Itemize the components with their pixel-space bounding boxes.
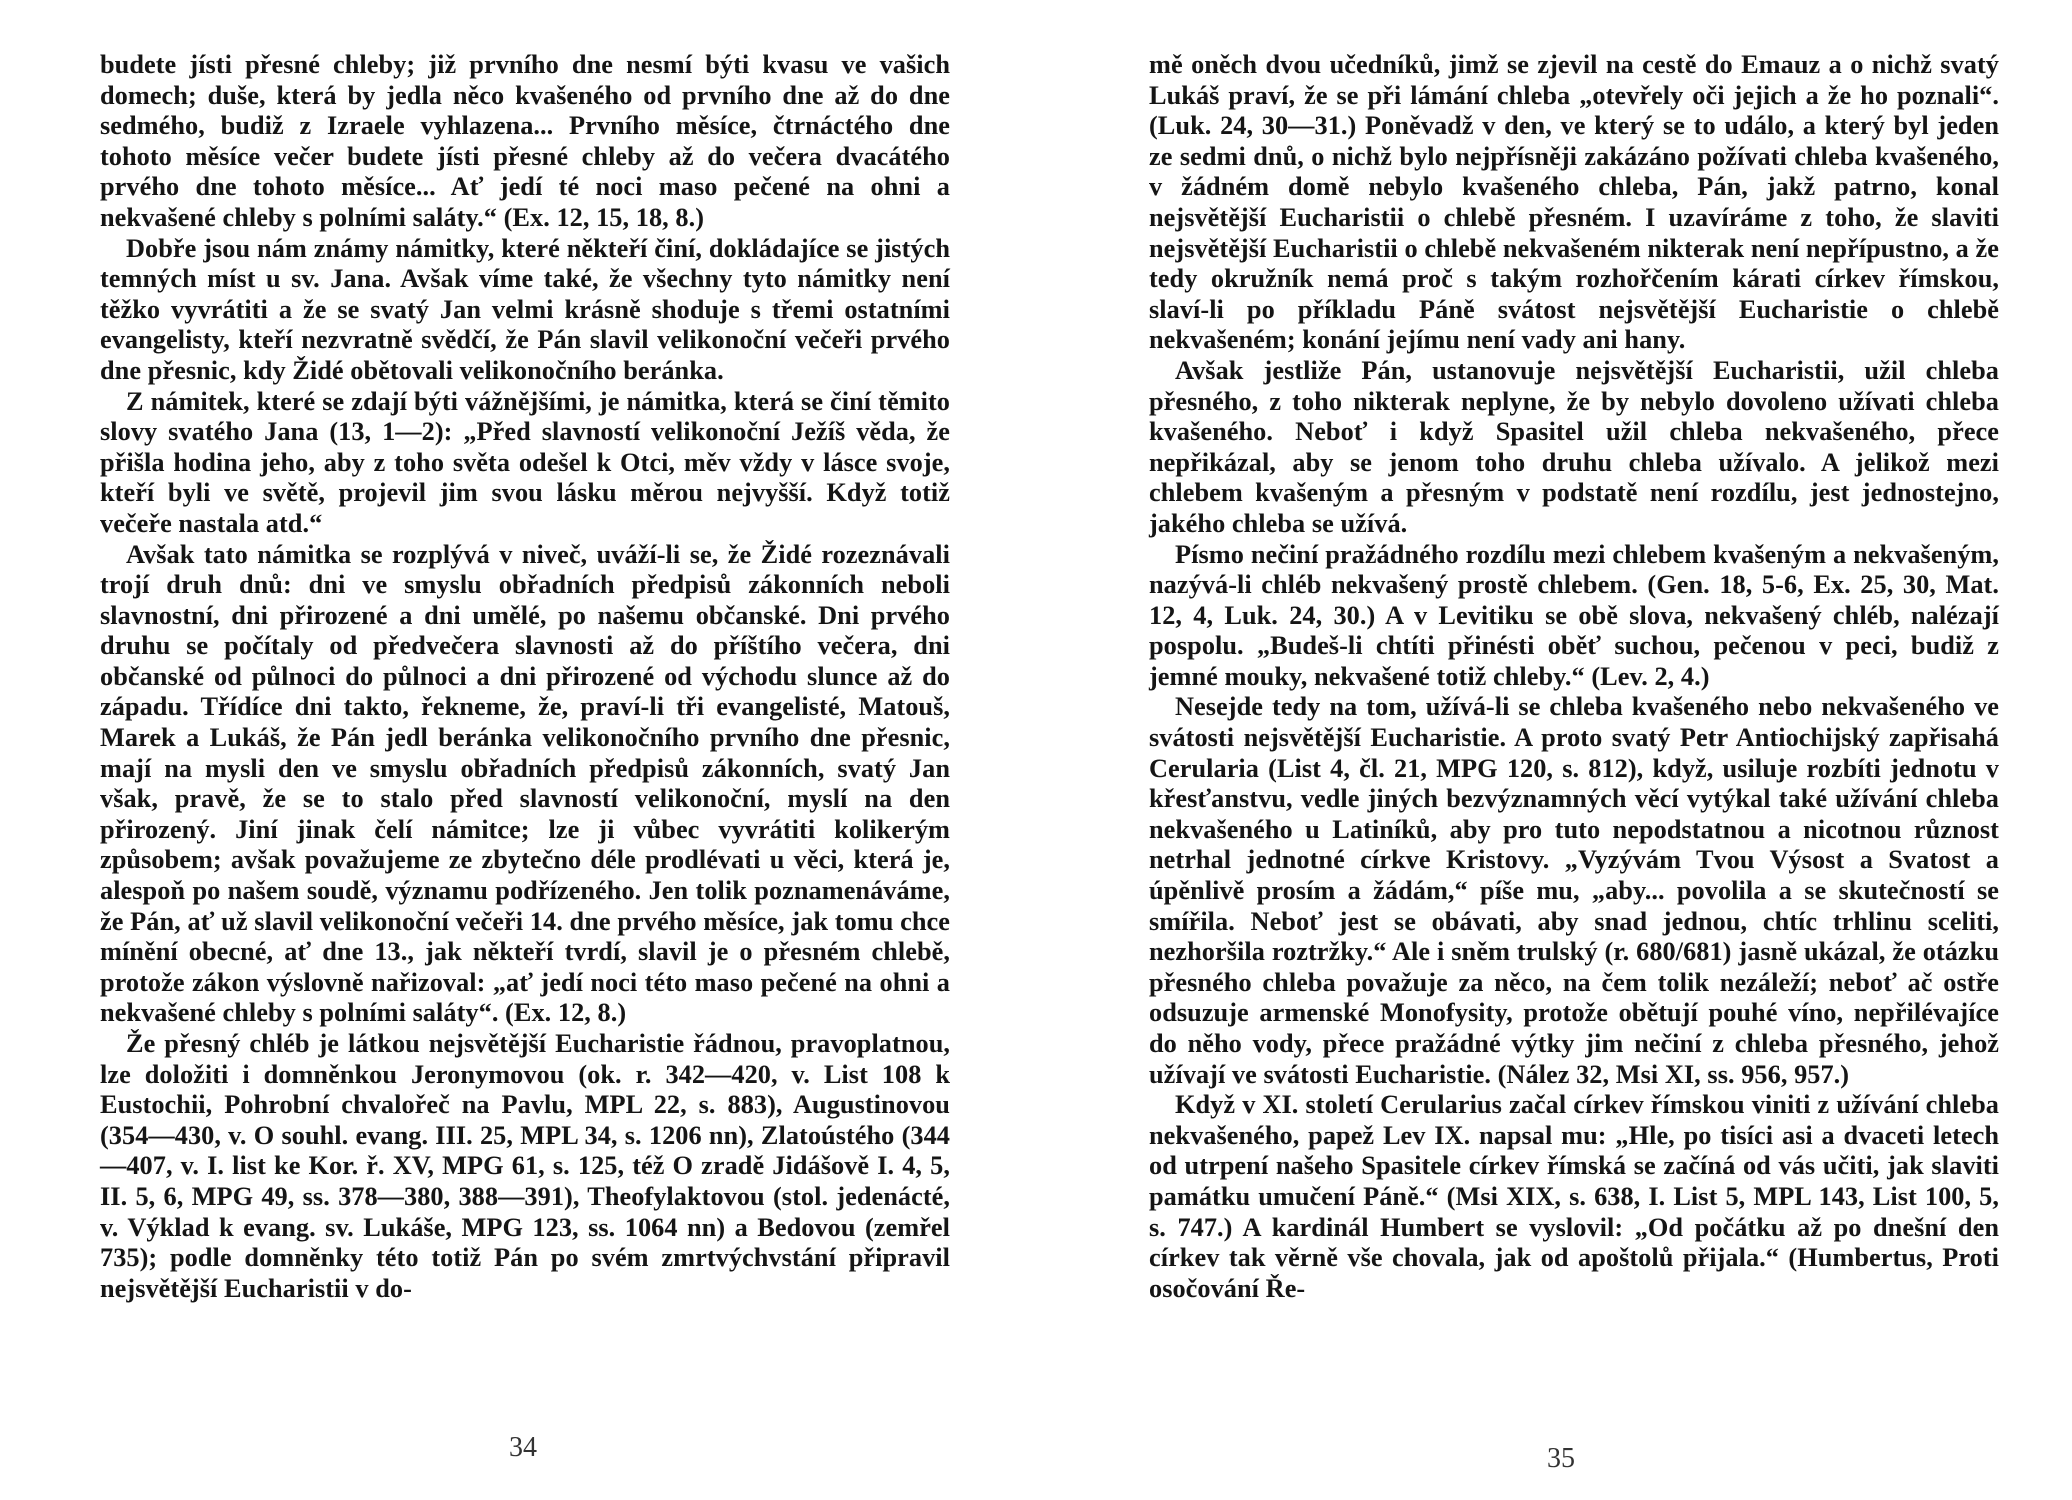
paragraph: mě oněch dvou učedníků, jimž se zjevil na cestě do Emauz a o nichž svatý Lukáš praví, že se při lámání chleba „otevřely oči jejich a že ho poznali“. (Luk. 24, 30—31.) Poněvadž v den, ve který se to událo, a který byl jeden ze sedmi dnů, o nichž bylo nejpřísněji zakázáno požívati chleba kvašeného, v žádném domě nebylo kvašeného chleba, Pán, jakž patrno, konal nejsvětější Eucharistii o chlebě přesném. I uzavíráme z toho, že slaviti nejsvětější Eucharistii o chlebě nekvašeném nikterak není nepřípustno, a že tedy okružník nemá proč s takým rozhořčením kárati církev římskou, slaví-li po příkladu Páně svátost nejsvětější Eucharistie o chlebě nekvašeném; konání jejímu není vady ani hany. <box>1149 50 1999 355</box>
paragraph: Když v XI. století Cerularius začal církev římskou viniti z užívání chleba nekvašeného, papež Lev IX. napsal mu: „Hle, po tisíci asi a dvaceti letech od utrpení našeho Spasitele církev římská se začíná od vás učiti, jak slaviti památku umučení Páně.“ (Msi XIX, s. 638, I. List 5, MPL 143, List 100, 5, s. 747.) A kardinál Humbert se vyslovil: „Od počátku až po dnešní den církev tak věrně vše chovala, jak od apoštolů přijala.“ (Humbertus, Proti osočování Ře- <box>1149 1090 1999 1303</box>
paragraph: Že přesný chléb je látkou nejsvětější Eucharistie řádnou, pravoplatnou, lze doložiti i domněnkou Jeronymovou (ok. r. 342—420, v. List 108 k Eustochii, Pohrobní chvalořeč na Pavlu, MPL 22, s. 883), Augustinovou (354—430, v. O souhl. evang. III. 25, MPL 34, s. 1206 nn), Zlatoústého (344—407, v. I. list ke Kor. ř. XV, MPG 61, s. 125, též O zradě Jidášově I. 4, 5, II. 5, 6, MPG 49, ss. 378—380, 388—391), Theofylaktovou (stol. jedenácté, v. Výklad k evang. sv. Lukáše, MPG 123, ss. 1064 nn) a Bedovou (zemřel 735); podle domněnky této totiž Pán po svém zmrtvýchvstání připravil nejsvětější Eucharistii v do- <box>100 1029 950 1303</box>
paragraph: Z námitek, které se zdají býti vážnějšími, je námitka, která se činí těmito slovy svatého Jana (13, 1—2): „Před slavností velikonoční Ježíš věda, že přišla hodina jeho, aby z toho světa odešel k Otci, měv vždy v lásce svoje, kteří byli ve světě, projevil jim svou lásku měrou nejvyšší. Když totiž večeře nastala atd.“ <box>100 386 950 538</box>
right-text-column <box>1149 50 1999 1304</box>
paragraph: Dobře jsou nám známy námitky, které někteří činí, dokládajíce se jistých temných míst u sv. Jana. Avšak víme také, že všechny tyto námitky není těžko vyvrátiti a že se svatý Jan velmi krásně shoduje s třemi ostatními evangelisty, kteří nezvratně svědčí, že Pán slavil velikonoční večeři prvého dne přesnic, kdy Židé obětovali velikonočního beránka. <box>100 233 950 385</box>
paragraph: Nesejde tedy na tom, užívá-li se chleba kvašeného nebo nekvašeného ve svátosti nejsvětější Eucharistie. A proto svatý Petr Antiochijský zapřisahá Cerularia (List 4, čl. 21, MPG 120, s. 812), když, usiluje rozbíti jednotu v křesťanstvu, vedle jiných bezvýznamných věcí vytýkal také užívání chleba nekvašeného u Latiníků, aby pro tuto nepodstatnou a nicotnou různost netrhal jednotné církve Kristovy. „Vyzývám Tvou Výsost a Svatost a úpěnlivě prosím a žádám,“ píše mu, „aby... povolila a se skutečností se smířila. Neboť jest se obávati, aby snad jednou, chtíc trhlinu sceliti, nezhoršila roztržky.“ Ale i sněm trulský (r. 680/681) jasně ukázal, že otázku přesného chleba považuje za něco, na čem tolik nezáleží; neboť ač ostře odsuzuje armenské Monofysity, protože obětují pouhé víno, nepřilévajíce do něho vody, přece pražádné výtky jim nečiní z chleba přesného, jehož užívají ve svátosti Eucharistie. (Nález 32, Msi XI, ss. 956, 957.) <box>1149 692 1999 1089</box>
paragraph: Písmo nečiní pražádného rozdílu mezi chlebem kvašeným a nekvašeným, nazývá-li chléb nekvašený prostě chlebem. (Gen. 18, 5-6, Ex. 25, 30, Mat. 12, 4, Luk. 24, 30.) A v Levitiku se obě slova, nekvašený chléb, nalézají pospolu. „Budeš-li chtíti přinésti oběť suchou, pečenou v peci, budiž z jemné mouky, nekvašené totiž chleby.“ (Lev. 2, 4.) <box>1149 539 1999 691</box>
page-number: 35 <box>1547 1443 1575 1474</box>
right-page <box>1036 0 2072 1500</box>
paragraph: Avšak jestliže Pán, ustanovuje nejsvětější Eucharistii, užil chleba přesného, z toho nikterak neplyne, že by nebylo dovoleno užívati chleba kvašeného. Neboť i když Spasitel užil chleba nekvašeného, přece nepřikázal, aby se jenom toho druhu chleba užívalo. A jelikož mezi chlebem kvašeným a přesným v podstatě není rozdílu, jest jednostejno, jakého chleba se užívá. <box>1149 355 1999 538</box>
left-text-column <box>100 50 950 1304</box>
page-number: 34 <box>509 1432 537 1463</box>
paragraph: Avšak tato námitka se rozplývá v niveč, uváží-li se, že Židé rozeznávali trojí druh dnů: dni ve smyslu obřadních předpisů zákonních neboli slavnostní, dni přirozené a dni umělé, po našemu občanské. Dni prvého druhu se počítaly od předvečera slavnosti až do příštího večera, dni občanské od půlnoci do půlnoci a dni přirozené od východu slunce až do západu. Třídíce dni takto, řekneme, že, praví-li tři evangelisté, Matouš, Marek a Lukáš, že Pán jedl beránka velikonočního prvního dne přesnic, mají na mysli den ve smyslu obřadních předpisů zákonních, svatý Jan však, pravě, že se to stalo před slavností velikonoční, myslí na den přirozený. Jiní jinak čelí námitce; lze ji vůbec vyvrátiti kolikerým způsobem; avšak považujeme ze zbytečno déle prodlévati u věci, která je, alespoň po našem soudě, významu podřízeného. Jen tolik poznamenáváme, že Pán, ať už slavil velikonoční večeři 14. dne prvého měsíce, jak tomu chce mínění obecné, ať dne 13., jak někteří tvrdí, slavil je o přesném chlebě, protože zákon výslovně nařizoval: „ať jedí noci této maso pečené na ohni a nekvašené chleby s polními saláty“. (Ex. 12, 8.) <box>100 539 950 1028</box>
paragraph: budete jísti přesné chleby; již prvního dne nesmí býti kvasu ve vašich domech; duše, která by jedla něco kvašeného od prvního dne až do dne sedmého, budiž z Izraele vyhlazena... Prvního měsíce, čtrnáctého dne tohoto měsíce večer budete jísti přesné chleby až do večera dvacátého prvého dne tohoto měsíce... Ať jedí té noci maso pečené na ohni a nekvašené chleby s polními saláty.“ (Ex. 12, 15, 18, 8.) <box>100 50 950 232</box>
